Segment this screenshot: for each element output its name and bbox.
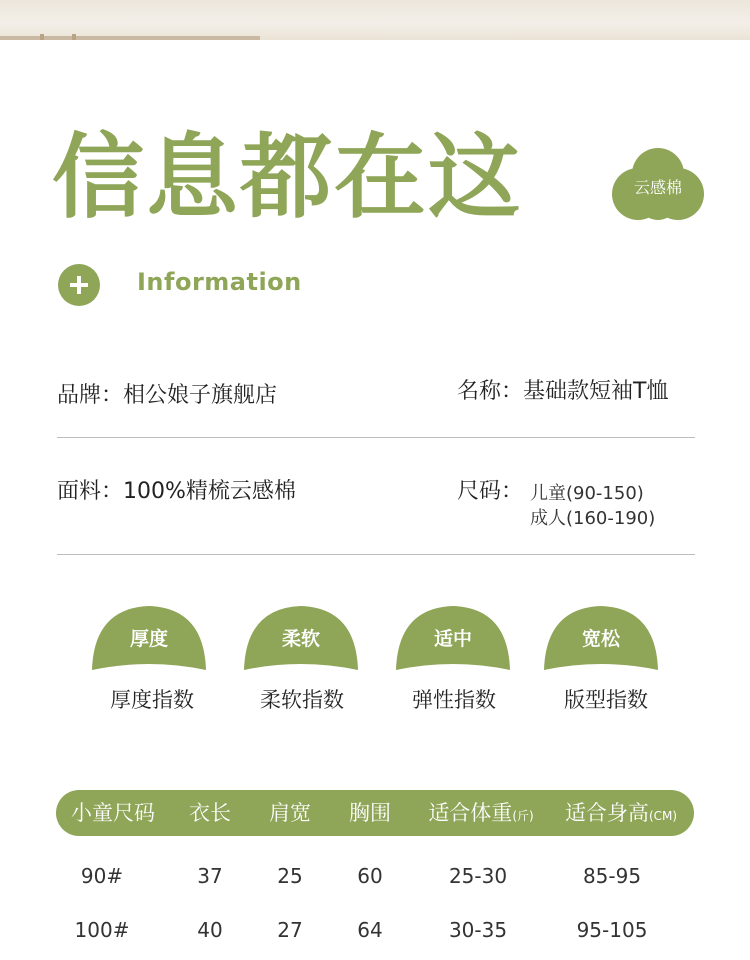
table-cell: 95-105 — [576, 918, 648, 942]
thickness-caption: 厚度指数 — [110, 688, 194, 712]
page-title: 信息都在这 — [52, 124, 523, 231]
table-cell: 40 — [197, 918, 223, 942]
table-cell: 25-30 — [448, 864, 508, 888]
softness-caption: 柔软指数 — [260, 688, 344, 712]
elasticity-fan — [394, 604, 512, 672]
table-cell: 85-95 — [582, 864, 642, 888]
elasticity-level: 适中 — [433, 628, 472, 650]
size-values — [530, 481, 655, 531]
table-cell: 27 — [277, 918, 303, 942]
header-height-unit: (CM) — [648, 809, 678, 823]
table-cell: 37 — [197, 864, 223, 888]
header-height-label: 适合身高 — [564, 801, 649, 825]
table-cell: 25 — [277, 864, 303, 888]
top-banner-strip — [0, 0, 750, 40]
table-cell: 90# — [80, 864, 124, 888]
brand-label: 品牌： — [57, 383, 124, 408]
size-value-kids: 儿童(90-150) — [530, 483, 644, 504]
cloud-badge — [612, 148, 704, 220]
shelf-leg — [72, 34, 76, 40]
brand-value: 相公娘子旗舰店 — [123, 383, 278, 408]
fit-level: 宽松 — [581, 628, 620, 650]
softness-level: 柔软 — [281, 628, 320, 650]
size-spec-label: 尺码： — [457, 479, 524, 504]
header-weight — [416, 790, 546, 836]
divider — [57, 554, 695, 555]
table-cell: 30-35 — [448, 918, 508, 942]
brand-spec — [57, 381, 277, 411]
elasticity-caption: 弹性指数 — [412, 688, 496, 712]
thickness-fan — [90, 604, 208, 672]
shelf-edge — [0, 36, 260, 40]
softness-fan — [242, 604, 360, 672]
table-cell: 60 — [357, 864, 383, 888]
header-size: 小童尺码 — [71, 801, 155, 825]
fit-caption: 版型指数 — [564, 688, 648, 712]
fabric-label: 面料： — [57, 479, 124, 504]
plus-icon — [58, 264, 100, 306]
fabric-spec — [57, 477, 296, 507]
header-weight-label: 适合体重 — [428, 801, 513, 825]
fabric-value: 100%精梳云感棉 — [123, 479, 296, 504]
table-cell: 100# — [74, 918, 130, 942]
name-label: 名称： — [457, 379, 524, 404]
name-value: 基础款短袖T恤 — [523, 379, 669, 404]
header-shoulder: 肩宽 — [269, 801, 311, 825]
header-weight-unit: (斤) — [512, 809, 534, 823]
size-table-header — [56, 790, 694, 836]
header-chest: 胸围 — [349, 801, 391, 825]
size-value-adult: 成人(160-190) — [530, 508, 656, 529]
divider — [57, 437, 695, 438]
thickness-level: 厚度 — [129, 628, 168, 650]
header-length: 衣长 — [189, 801, 231, 825]
name-spec — [457, 377, 668, 407]
header-height — [552, 790, 690, 836]
shelf-leg — [40, 34, 44, 40]
table-cell: 64 — [357, 918, 383, 942]
cloud-badge-label: 云感棉 — [633, 178, 682, 197]
fit-fan — [542, 604, 660, 672]
information-heading: Information — [137, 268, 302, 296]
